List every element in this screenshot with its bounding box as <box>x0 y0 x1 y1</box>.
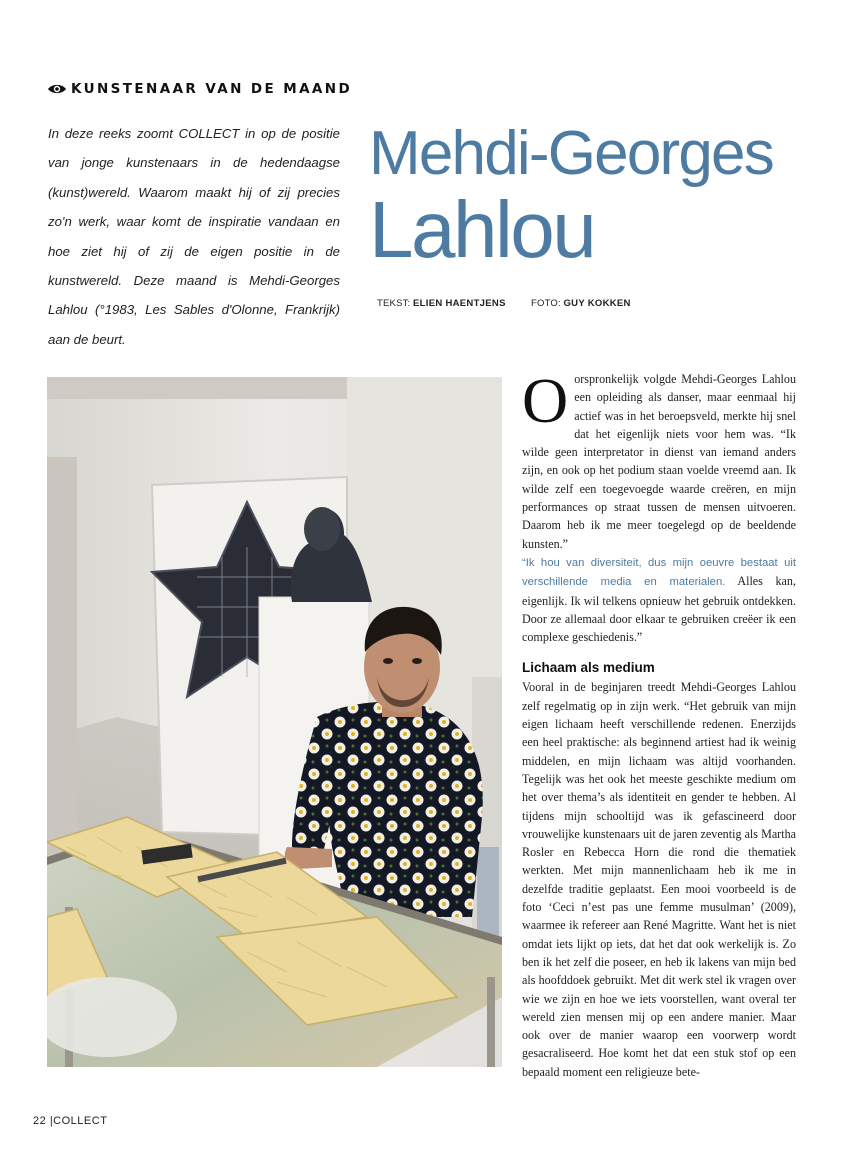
paragraph-2-text: Alles kan, eigenlijk. Ik wil telkens opnieuw het gebruik ontdekken. Door ze allemaal door elkaar te gebruiken creëer ik een complexe geschiedenis.” <box>522 574 796 645</box>
section-title: KUNSTENAAR VAN DE MAAND <box>71 81 353 97</box>
article-title <box>369 118 839 274</box>
intro-text: In deze reeks zoomt COLLECT in op de positie van jonge kunstenaars in de hedendaagse (kunst)wereld. Waarom maakt hij of zij precies zo'n werk, waar komt de inspiratie vandaan en hoe ziet hij of zij de eigen positie in de kunstwereld. Deze maand is Mehdi-Georges Lahlou (°1983, Les Sables d'Olonne, Frankrijk) aan de beurt. <box>48 126 340 347</box>
paragraph-3: Vooral in de beginjaren treedt Mehdi-Georges Lahlou zelf regelmatig op in zijn werk. “Het gebruik van mijn eigen lichaam heeft verschillende redenen. Enerzijds een heel praktische: als beginnend artiest had ik weinig middelen, en mijn lichaam was altijd voorhanden. Tegelijk was het ook het meeste geschikte medium om het over thema’s als identiteit en gender te hebben. Al tijdens mijn schooltijd was ik gefascineerd door vrouwelijke kunstenaars uit de jaren zeventig als Martha Rosler en Rebecca Horn die rond die thematiek werkten. Met mijn mannenlichaam heb ik me in dezelfde traditie geplaatst. Een mooi voorbeeld is de foto ‘Ceci n’est pas une femme musulman’ (2009), waarmee ik refereer aan René Magritte. Want het is niet omdat iets lijkt op iets, dat het dat ook werkelijk is. Zo ben ik het zelf die poseer, en heb ik lakens van mijn bed als hoofddoek gebruikt. Met dit werk stel ik vragen over wie we zijn en hoe we iets voorstellen, want overal ter wereld zien mensen mij op een andere manier. Maar ook over de manier waarop een voorwerp wordt gesacraliseerd. Hoe komt het dat een stuk stof op een bepaald moment een religieuze bete- <box>522 680 796 1079</box>
paragraph-2 <box>522 553 796 646</box>
folio-separator: | <box>49 1115 54 1127</box>
intro-paragraph <box>48 119 340 354</box>
page-number: 22 <box>33 1115 47 1127</box>
dropcap: O <box>522 365 569 436</box>
title-first-name: Mehdi-Georges <box>369 119 773 188</box>
text-credit-label: TEKST: <box>377 298 411 309</box>
artist-photo <box>47 377 502 1067</box>
pull-quote: “Ik hou van diversiteit, dus mijn oeuvre bestaat uit verschillende media en materialen. <box>522 556 796 589</box>
eye-icon <box>47 83 67 95</box>
photo-credit-label: FOTO: <box>530 298 561 309</box>
title-last-name: Lahlou <box>369 185 595 274</box>
article-body <box>522 365 796 1081</box>
section-label <box>47 79 352 99</box>
paragraph-1 <box>522 365 796 553</box>
subheading: Lichaam als medium <box>522 660 655 676</box>
text-credit-name: ELIEN HAENTJENS <box>413 298 506 309</box>
page-folio <box>33 1115 107 1127</box>
credits <box>377 298 631 309</box>
magazine-name: COLLECT <box>53 1115 108 1127</box>
paragraph-1-text: orspronkelijk volgde Mehdi-Georges Lahlou een opleiding als danser, maar eenmaal hij actief was in het beroepsveld, merkte hij snel dat het eigenlijk niets voor hem was. “Ik wilde geen interpretator in dienst van iemand anders zijn, en ook op het podium staan voelde vreemd aan. Ik wilde zelf een toegevoegde waarde creëren, en mijn performances op straat tussen de mensen uitvoeren. Daarom heb ik me meer toegelegd op de beeldende kunsten.” <box>522 372 796 551</box>
photo-credit-name: GUY KOKKEN <box>563 298 631 309</box>
